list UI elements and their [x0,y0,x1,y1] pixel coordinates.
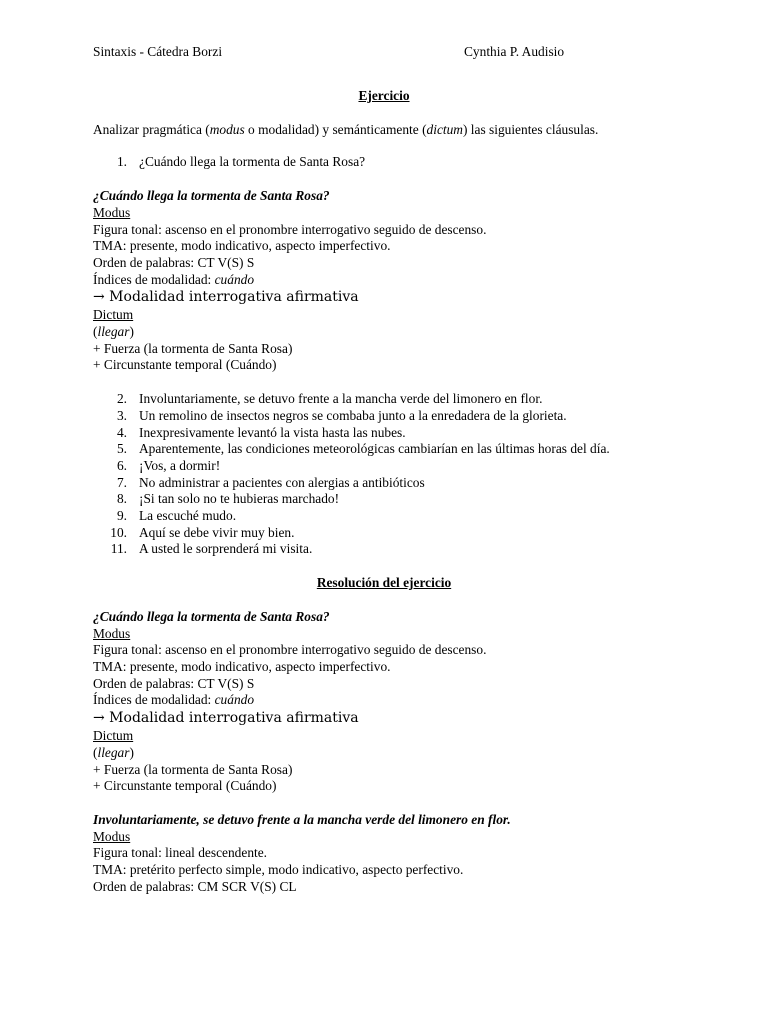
analysis-question: ¿Cuándo llega la tormenta de Santa Rosa? [93,188,330,204]
paren: ) [129,324,134,340]
indices-label: Índices de modalidad: [93,692,215,708]
orden-palabras: Orden de palabras: CM SCR V(S) CL [93,878,297,894]
argument-line: + Fuerza (la tormenta de Santa Rosa) [93,761,293,777]
list-text: ¡Vos, a dormir! [139,457,221,473]
dictum-label: Dictum [93,728,134,744]
indices-label: Índices de modalidad: [93,271,215,287]
list-text: ¿Cuándo llega la tormenta de Santa Rosa? [139,154,366,170]
argument-line: + Circunstante temporal (Cuándo) [93,357,277,373]
list-item [93,491,675,508]
header-author: Cynthia P. Audisio [464,44,565,59]
list-text: Aquí se debe vivir muy bien. [139,524,295,540]
intro-text: ) las siguientes cláusulas. [462,121,599,137]
intro-modus: modus [209,121,245,137]
list-text: ¡Si tan solo no te hubieras marchado! [139,491,340,507]
figura-tonal: Figura tonal: ascenso en el pronombre interrogativo seguido de descenso. [93,221,487,237]
list-text: Aparentemente, las condiciones meteorológicas cambiarían en las últimas horas del día. [139,441,610,457]
verb-line [93,745,675,762]
list-number: 5. [116,441,127,457]
list-item [93,441,675,458]
list-text: No administrar a pacientes con alergias a antibióticos [139,474,425,490]
analysis-block-draft [93,188,675,374]
intro-text: Analizar pragmática ( [93,121,210,137]
exercise-title: Ejercicio [358,88,410,103]
list-number: 8. [116,491,127,507]
clause-list-first [93,154,675,171]
indices-modalidad [93,692,675,709]
figura-tonal: Figura tonal: lineal descendente. [93,845,268,861]
list-number: 11. [110,541,127,557]
clause-list-rest [93,391,675,558]
list-number: 7. [116,474,127,490]
list-item [93,525,675,542]
modalidad-result: → Modalidad interrogativa afirmativa [93,289,359,306]
header-course: Sintaxis - Cátedra Borzi [93,44,223,59]
modus-label: Modus [93,204,131,220]
list-item [93,154,675,171]
orden-palabras: Orden de palabras: CT V(S) S [93,254,255,270]
list-item [93,391,675,408]
paren: ) [129,744,134,760]
list-item [93,408,675,425]
list-item [93,458,675,475]
resolution-title: Resolución del ejercicio [316,575,452,591]
list-text: Involuntariamente, se detuvo frente a la mancha verde del limonero en flor. [139,391,543,407]
analysis-block-resolution-2 [93,812,675,896]
argument-line: + Fuerza (la tormenta de Santa Rosa) [93,340,293,356]
indices-value: cuándo [214,271,255,287]
modalidad-result: → Modalidad interrogativa afirmativa [93,710,359,727]
analysis-question: ¿Cuándo llega la tormenta de Santa Rosa? [93,608,330,624]
intro-text: o modalidad) y semánticamente ( [244,121,427,137]
list-item [93,508,675,525]
list-number: 10. [110,524,127,540]
list-item [93,475,675,492]
verb-line [93,324,675,341]
list-item [93,425,675,442]
list-text: A usted le sorprenderá mi visita. [139,541,313,557]
dictum-label: Dictum [93,307,134,323]
indices-value: cuándo [214,692,255,708]
verb: llegar [97,324,130,340]
analysis-block-resolution-1 [93,609,675,795]
paren: ( [93,744,98,760]
modus-label: Modus [93,828,131,844]
exercise-instructions [93,122,675,139]
tma: TMA: presente, modo indicativo, aspecto imperfectivo. [93,238,391,254]
verb: llegar [97,744,130,760]
page-header [93,44,675,61]
figura-tonal: Figura tonal: ascenso en el pronombre interrogativo seguido de descenso. [93,642,487,658]
intro-dictum: dictum [426,121,463,137]
list-item [93,541,675,558]
paren: ( [93,324,98,340]
tma: TMA: pretérito perfecto simple, modo indicativo, aspecto perfectivo. [93,862,464,878]
orden-palabras: Orden de palabras: CT V(S) S [93,675,255,691]
list-number: 2. [116,391,127,407]
document-page [93,44,675,895]
list-number: 6. [116,457,127,473]
analysis-question: Involuntariamente, se detuvo frente a la mancha verde del limonero en flor. [93,811,511,827]
list-number: 9. [116,508,127,524]
list-number: 1. [116,154,127,170]
list-number: 4. [116,424,127,440]
list-text: Un remolino de insectos negros se combaba junto a la enredadera de la glorieta. [139,407,567,423]
list-text: La escuché mudo. [139,508,237,524]
list-number: 3. [116,407,127,423]
argument-line: + Circunstante temporal (Cuándo) [93,778,277,794]
tma: TMA: presente, modo indicativo, aspecto imperfectivo. [93,658,391,674]
list-text: Inexpresivamente levantó la vista hasta las nubes. [139,424,406,440]
modus-label: Modus [93,625,131,641]
indices-modalidad [93,272,675,289]
